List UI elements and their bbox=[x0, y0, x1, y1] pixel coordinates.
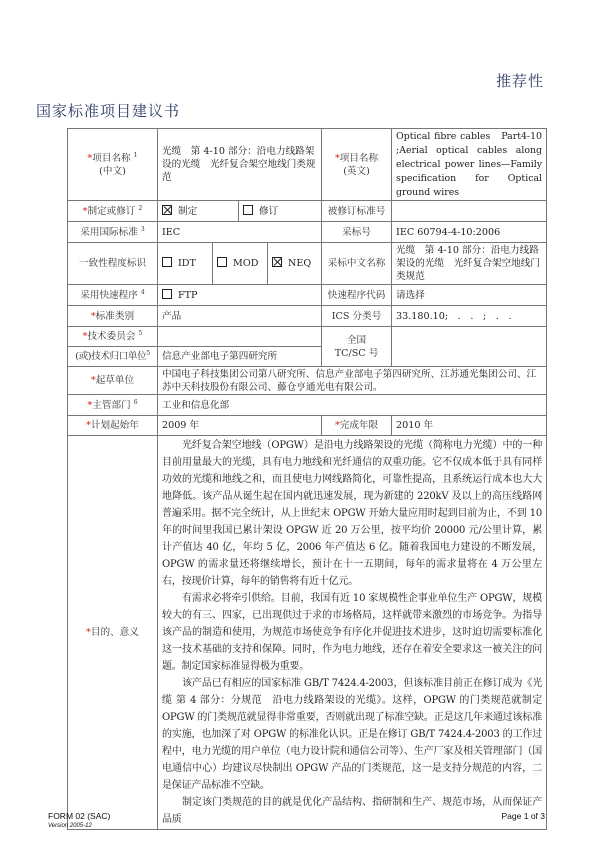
ics-label: ICS 分类号 bbox=[322, 306, 392, 327]
revised-std-no-label: 被修订标准号 bbox=[322, 201, 392, 222]
adopted-no-label: 采标号 bbox=[322, 222, 392, 243]
checked-box-icon[interactable] bbox=[272, 257, 282, 267]
consistency-mod[interactable]: MOD bbox=[213, 243, 268, 285]
purpose-paragraph: 有需求必将牵引供给。目前，我国有近 10 家规模性企事业单位生产 OPGW，规模较大的有三、四家，已出现供过于求的市场格局，这样就带来激烈的市场竞争。为指导该产品的制造和使用，为规范市场使竞争有序化并促进技术进步，这时迫切需要标准化这一技术基础的支持和保障。同时，作为电力地线，还存在着安全要求这一被关注的问题。制定国家标准显得极为重要。 bbox=[162, 593, 543, 672]
std-category[interactable]: 产品 bbox=[158, 306, 322, 327]
make-option[interactable]: 制定 bbox=[158, 201, 239, 222]
purpose-paragraph: 制定该门类规范的目的就是优化产品结构、指研制和生产、规范市场，从而保证产品质 bbox=[162, 797, 543, 825]
purpose-label: *目的、意义 bbox=[68, 436, 158, 830]
department[interactable]: 工业和信息化部 bbox=[158, 395, 547, 416]
drafting-unit-label: *起草单位 bbox=[68, 367, 158, 395]
tech-committee[interactable] bbox=[158, 327, 322, 347]
purpose-text[interactable] bbox=[158, 436, 547, 830]
page-title: 国家标准项目建议书 bbox=[36, 102, 181, 120]
purpose-paragraph: 该产品已有相应的国家标准 GB/T 7424.4-2003，但该标准目前正在修订成为《光缆 第 4 部分：分规范 沿电力线路架设的光缆》。这样，OPGW 的门类规范就制定 OPGW 的门类规范就显得非常重要，否则就出现了标准空缺。正是这几年来通过该标准的实施，也加深了对 OPGW 的标准化认识。正是在修订 GB/T 7424.4-2003 的工作过程中，电力光缆的用户单位（电力设计院和通信公司等）、生产厂家及相关管理部门（国电通信中心）均建议尽快制出 OPGW 产品的门类规范，这一是支持分规范的内容，二是保证产品标准不空缺。 bbox=[162, 678, 543, 791]
checkbox-icon[interactable] bbox=[162, 257, 172, 267]
start-year-label: *计划起始年 bbox=[68, 416, 158, 436]
ics-value[interactable]: 33.180.10; . . ; . . bbox=[392, 306, 547, 327]
consistency-label: 一致性程度标识 bbox=[68, 243, 158, 285]
deadline[interactable]: 2010 年 bbox=[392, 416, 547, 436]
adopted-cn-name-label: 采标中文名称 bbox=[322, 243, 392, 285]
fast-track-code-label: 快速程序代码 bbox=[322, 285, 392, 306]
drafting-unit[interactable]: 中国电子科技集团公司第八研究所、信息产业部电子第四研究所、江苏通光集团公司、江苏中天科技股份有限公司、藤仓亨通光电有限公司。 bbox=[158, 367, 547, 395]
department-label: *主管部门 $^6$ bbox=[68, 395, 158, 416]
tcsc-value[interactable] bbox=[392, 327, 547, 367]
page-number: Page 1 of 3 bbox=[501, 811, 545, 821]
checkbox-icon[interactable] bbox=[243, 205, 253, 215]
consistency-idt[interactable]: IDT bbox=[158, 243, 213, 285]
fast-track-ftp[interactable]: FTP bbox=[158, 285, 322, 306]
fast-track-code-select[interactable]: 请选择 bbox=[392, 285, 547, 306]
adopted-no[interactable]: IEC 60794-4-10:2006 bbox=[392, 222, 547, 243]
tcsc-label: 全国 TC/SC 号 bbox=[322, 327, 392, 367]
tech-unit-label: (或)技术归口单位$^5$ bbox=[68, 347, 158, 367]
revise-option[interactable]: 修订 bbox=[239, 201, 322, 222]
form-version: Version 2005-12 bbox=[48, 823, 92, 829]
deadline-label: *完成年限 bbox=[322, 416, 392, 436]
std-category-label: *标准类别 bbox=[68, 306, 158, 327]
purpose-paragraph: 光纤复合架空地线（OPGW）是沿电力线路架设的光缆（简称电力光缆）中的一种目前用量最大的光缆，具有电力地线和光纤通信的双重功能。它不仅成本低于具有同样功效的光缆和地线之和，而且使电力网线路简化，可靠性提高，且系统运行成本也大大地降低。该产品从诞生起在国内就迅速发展，现为新建的 220kV 及以上的高压线路网普遍采用。据不完全统计，从上世纪末 OPGW 开始大量应用时起到目前为止，不到 10 年的时间里我国已累计架设 OPGW 近 20 万公里，按平均价 20000 元/公里计算，累计产值达 40 亿，年均 5 亿，2006 年产值达 6 亿。随着我国电力建设的不断发展，OPGW 的需求量还将继续增长，预计在十一五期间，每年的需求量将在 4 万公里左右，按现价计算，每年的销售将有近十亿元。 bbox=[162, 440, 543, 587]
project-name-en[interactable]: Optical fibre cables Part4-10 ;Aerial optical cables along electrical power lines—Family specification for Optical ground wires bbox=[392, 129, 547, 201]
start-year[interactable]: 2009 年 bbox=[158, 416, 322, 436]
project-name-cn[interactable]: 光缆 第 4-10 部分：沿电力线路架设的光缆 光纤复合架空地线门类规范 bbox=[158, 129, 322, 201]
checkbox-icon[interactable] bbox=[162, 289, 172, 299]
project-name-en-label: *项目名称 (英文) bbox=[322, 129, 392, 201]
form-id: FORM 02 (SAC) bbox=[48, 811, 111, 821]
checked-box-icon[interactable] bbox=[162, 205, 172, 215]
make-or-revise-label: *制定或修订 $^2$ bbox=[68, 201, 158, 222]
revised-std-no[interactable] bbox=[392, 201, 547, 222]
intl-std[interactable]: IEC bbox=[158, 222, 322, 243]
proposal-form-table bbox=[67, 128, 547, 830]
checkbox-icon[interactable] bbox=[217, 257, 227, 267]
consistency-neq[interactable]: NEQ bbox=[268, 243, 322, 285]
recommended-badge: 推荐性 bbox=[495, 72, 544, 90]
project-name-cn-label: *项目名称 $^1$ (中文) bbox=[68, 129, 158, 201]
intl-std-label: 采用国际标准 $^3$ bbox=[68, 222, 158, 243]
tech-unit[interactable]: 信息产业部电子第四研究所 bbox=[158, 347, 322, 367]
tech-committee-label: *技术委员会 $^5$ bbox=[68, 327, 158, 347]
fast-track-label: 采用快速程序 $^4$ bbox=[68, 285, 158, 306]
adopted-cn-name[interactable]: 光缆 第 4-10 部分：沿电力线路架设的光缆 光纤复合架空地线门类规范 bbox=[392, 243, 547, 285]
